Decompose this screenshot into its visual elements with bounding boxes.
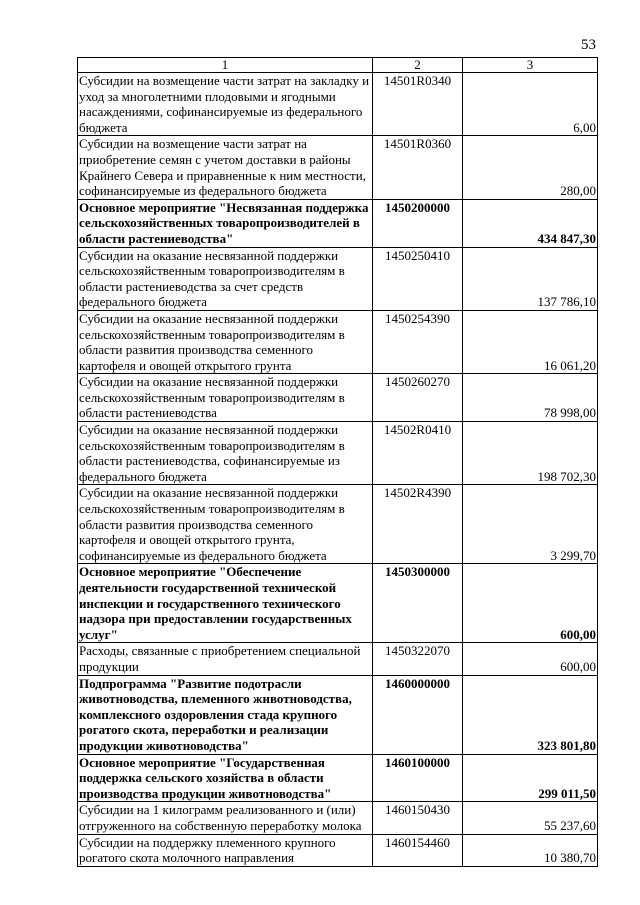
row-amount-cell: 3 299,70 [463, 485, 598, 564]
row-amount-cell: 10 380,70 [463, 834, 598, 866]
table-row [78, 802, 598, 834]
row-name-cell: Субсидии на оказание несвязанной поддержки сельскохозяйственным товаропроизводителям в области растениеводства [78, 374, 373, 422]
row-name-cell: Подпрограмма "Развитие подотрасли животноводства, племенного животноводства, комплексного оздоровления стада крупного рогатого скота, переработки и реализации продукции животноводства" [78, 675, 373, 754]
row-code-cell: 1460000000 [373, 675, 463, 754]
row-amount-cell: 600,00 [463, 643, 598, 675]
row-code-cell: 1450250410 [373, 247, 463, 310]
row-name-cell: Субсидии на оказание несвязанной поддержки сельскохозяйственным товаропроизводителям в области растениеводства, софинансируемые из федерального бюджета [78, 422, 373, 485]
column-header: 2 [373, 58, 463, 73]
row-name-cell: Субсидии на оказание несвязанной поддержки сельскохозяйственным товаропроизводителям в области развития производства семенного картофеля и овощей открытого грунта, софинансируемые из федерального бюджета [78, 485, 373, 564]
row-amount-cell: 55 237,60 [463, 802, 598, 834]
table-row [78, 643, 598, 675]
row-amount-cell: 323 801,80 [463, 675, 598, 754]
row-name-cell: Субсидии на оказание несвязанной поддержки сельскохозяйственным товаропроизводителям в области развития производства семенного картофеля и овощей открытого грунта [78, 310, 373, 373]
table-row [78, 675, 598, 754]
table-row [78, 564, 598, 643]
row-code-cell: 14501R0340 [373, 73, 463, 136]
row-code-cell: 1450300000 [373, 564, 463, 643]
row-code-cell: 1460150430 [373, 802, 463, 834]
row-name-cell: Основное мероприятие "Государственная поддержка сельского хозяйства в области производства продукции животноводства" [78, 754, 373, 802]
row-amount-cell: 600,00 [463, 564, 598, 643]
table-row [78, 136, 598, 199]
row-code-cell: 1450322070 [373, 643, 463, 675]
row-code-cell: 14502R4390 [373, 485, 463, 564]
row-amount-cell: 137 786,10 [463, 247, 598, 310]
row-name-cell: Субсидии на возмещение части затрат на закладку и уход за многолетними плодовыми и ягодными насаждениями, софинансируемые из федерального бюджета [78, 73, 373, 136]
table-row [78, 247, 598, 310]
row-amount-cell: 6,00 [463, 73, 598, 136]
table-row [78, 199, 598, 247]
table-row [78, 485, 598, 564]
row-name-cell: Основное мероприятие "Несвязанная поддержка сельскохозяйственных товаропроизводителей в области растениеводства" [78, 199, 373, 247]
page-number: 53 [581, 37, 596, 53]
row-name-cell: Субсидии на возмещение части затрат на приобретение семян с учетом доставки в районы Крайнего Севера и приравненные к ним местности, софинансируемые из федерального бюджета [78, 136, 373, 199]
row-code-cell: 14501R0360 [373, 136, 463, 199]
row-amount-cell: 16 061,20 [463, 310, 598, 373]
row-code-cell: 1460100000 [373, 754, 463, 802]
row-name-cell: Основное мероприятие "Обеспечение деятельности государственной технической инспекции и государственного технического надзора при предоставлении государственных услуг" [78, 564, 373, 643]
row-name-cell: Субсидии на поддержку племенного крупного рогатого скота молочного направления [78, 834, 373, 866]
row-amount-cell: 198 702,30 [463, 422, 598, 485]
row-amount-cell: 434 847,30 [463, 199, 598, 247]
row-name-cell: Субсидии на 1 килограмм реализованного и (или) отгруженного на собственную переработку молока [78, 802, 373, 834]
table-row [78, 834, 598, 866]
row-name-cell: Субсидии на оказание несвязанной поддержки сельскохозяйственным товаропроизводителям в области растениеводства за счет средств федерального бюджета [78, 247, 373, 310]
row-code-cell: 1460154460 [373, 834, 463, 866]
column-header: 1 [78, 58, 373, 73]
table-row [78, 73, 598, 136]
row-amount-cell: 78 998,00 [463, 374, 598, 422]
table-row [78, 374, 598, 422]
budget-table [77, 57, 598, 867]
column-header: 3 [463, 58, 598, 73]
row-code-cell: 14502R0410 [373, 422, 463, 485]
row-amount-cell: 299 011,50 [463, 754, 598, 802]
row-code-cell: 1450254390 [373, 310, 463, 373]
table-row [78, 754, 598, 802]
table-row [78, 310, 598, 373]
row-amount-cell: 280,00 [463, 136, 598, 199]
table-row [78, 422, 598, 485]
row-name-cell: Расходы, связанные с приобретением специальной продукции [78, 643, 373, 675]
row-code-cell: 1450200000 [373, 199, 463, 247]
table-header-row [78, 58, 598, 73]
row-code-cell: 1450260270 [373, 374, 463, 422]
